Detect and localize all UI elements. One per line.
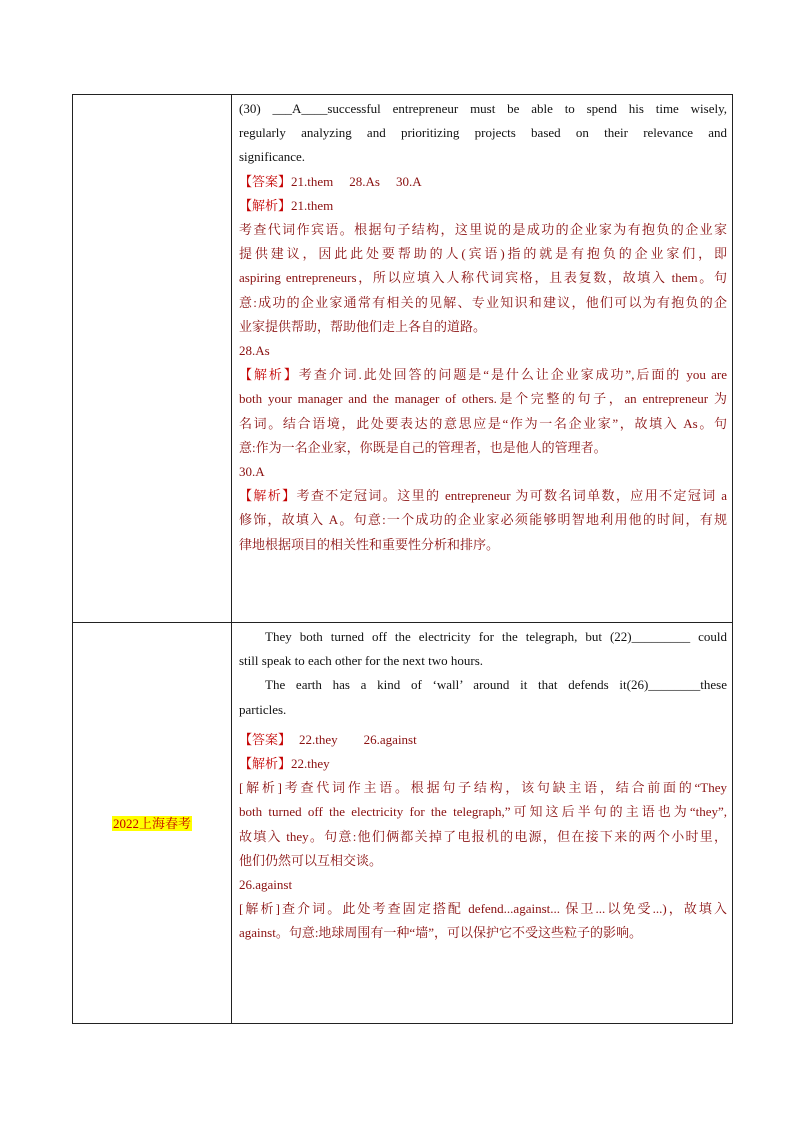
item-number: 30.A bbox=[239, 464, 265, 480]
answer-table bbox=[72, 94, 733, 1024]
item-number: 26.against bbox=[239, 877, 293, 893]
question-line: still speak to each other for the next two hours. bbox=[239, 653, 484, 669]
question-line: (30) ___A____successful entrepreneur must be able to spend his time wisely, bbox=[239, 101, 727, 116]
answer-tag: 【答案】 bbox=[239, 173, 292, 189]
analysis-line: against。句意:地球周围有一种“墙”，可以保护它不受这些粒子的影响。 bbox=[239, 925, 642, 941]
content-cell bbox=[232, 623, 733, 1024]
analysis-line: 他们仍然可以互相交谈。 bbox=[239, 852, 383, 868]
analysis-line bbox=[239, 484, 727, 508]
analysis-line: 意:作为一名企业家，你既是自己的管理者，也是他人的管理者。 bbox=[239, 439, 607, 455]
table-row bbox=[73, 95, 733, 623]
question-line: They both turned off the electricity for the telegraph, but (22)_________ could bbox=[265, 629, 727, 644]
year-cell-empty bbox=[73, 95, 232, 623]
analysis-line: both turned off the electricity for the telegraph,”可知这后半句的主语也为“they”, bbox=[239, 804, 727, 820]
item-number: 21.them bbox=[291, 197, 334, 213]
answer-line bbox=[239, 170, 727, 194]
question-line: particles. bbox=[239, 701, 287, 717]
answer-line bbox=[239, 728, 727, 752]
answer-tag: 【答案】 bbox=[239, 731, 292, 747]
table-row bbox=[73, 623, 733, 1024]
answer-value: 26.against bbox=[363, 731, 417, 747]
analysis-line bbox=[239, 363, 727, 387]
exam-label: 2022上海春考 bbox=[112, 816, 191, 831]
analysis-line: aspiring entrepreneurs，所以应填入人称代词宾格，且表复数，故填入 them。句 bbox=[239, 270, 727, 286]
analysis-line: both your manager and the manager of others.是个完整的句子，an entrepreneur 为 bbox=[239, 391, 727, 407]
analysis-line: [解析]考查代词作主语。根据句子结构，该句缺主语，结合前面的“They bbox=[239, 780, 727, 796]
analysis-tag: 【解析】 bbox=[239, 367, 299, 383]
answer-value: 21.them bbox=[291, 173, 334, 189]
analysis-head bbox=[239, 752, 727, 776]
analysis-line: 律地根据项目的相关性和重要性分析和排序。 bbox=[239, 536, 500, 552]
year-cell bbox=[73, 623, 232, 1024]
analysis-line: 业家提供帮助，帮助他们走上各自的道路。 bbox=[239, 318, 487, 334]
item-number: 28.As bbox=[239, 343, 270, 359]
analysis-line: 考查代词作宾语。根据句子结构，这里说的是成功的企业家为有抱负的企业家 bbox=[239, 222, 727, 238]
answer-value: 22.they bbox=[299, 731, 338, 747]
analysis-line: 修饰，故填入 A。句意:一个成功的企业家必须能够明智地利用他的时间，有规 bbox=[239, 512, 727, 528]
analysis-text: 考查不定冠词。这里的 entrepreneur 为可数名词单数，应用不定冠词 a bbox=[296, 488, 727, 504]
analysis-line: 故填入 they。句意:他们俩都关掉了电报机的电源，但在接下来的两个小时里， bbox=[239, 828, 727, 844]
question-line: regularly analyzing and prioritizing projects based on their relevance and bbox=[239, 125, 727, 141]
analysis-line: 名词。结合语境，此处要表达的意思应是“作为一名企业家”，故填入 As。句 bbox=[239, 415, 727, 431]
item-number: 22.they bbox=[291, 756, 330, 772]
analysis-head bbox=[239, 194, 727, 218]
answer-value: 28.As bbox=[349, 173, 380, 189]
analysis-line: 意:成功的企业家通常有相关的见解、专业知识和建议，他们可以为有抱负的企 bbox=[239, 294, 727, 310]
analysis-tag: 【解析】 bbox=[239, 488, 297, 504]
analysis-line: [解析]查介词。此处考查固定搭配 defend...against... 保卫...以免受...)，故填入 bbox=[239, 901, 727, 917]
analysis-tag: 【解析】 bbox=[239, 197, 292, 213]
analysis-line: 提供建议，因此此处要帮助的人(宾语)指的就是有抱负的企业家们，即 bbox=[239, 246, 727, 262]
analysis-text: 考查介词.此处回答的问题是“是什么让企业家成功”,后面的 you are bbox=[298, 367, 727, 383]
question-line: The earth has a kind of ‘wall’ around it that defends it(26)________these bbox=[265, 677, 727, 693]
content-cell bbox=[232, 95, 733, 623]
analysis-tag: 【解析】 bbox=[239, 756, 292, 772]
answer-value: 30.A bbox=[395, 173, 422, 189]
question-line: significance. bbox=[239, 149, 306, 165]
